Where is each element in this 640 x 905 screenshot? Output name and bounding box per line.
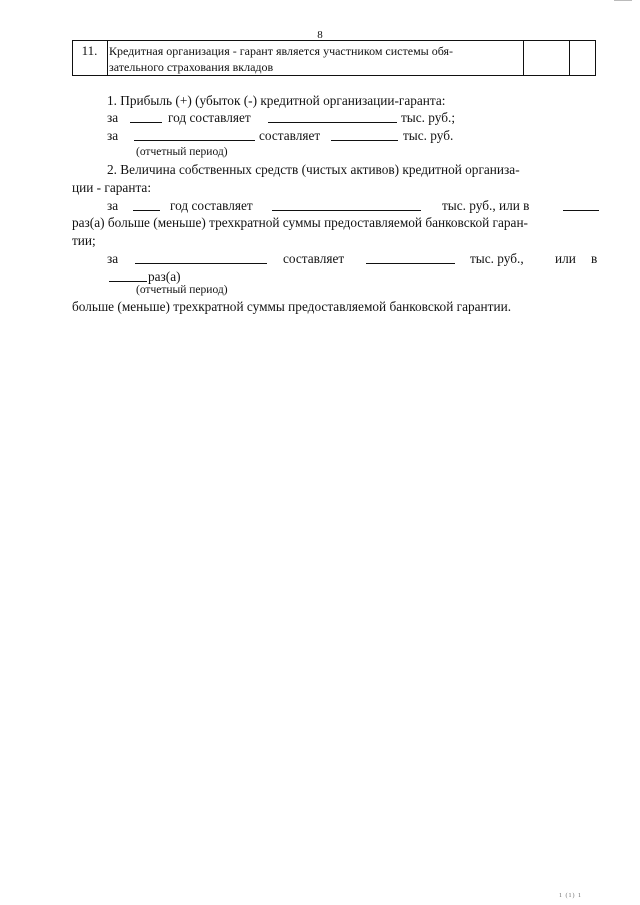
s2-za: за xyxy=(107,198,119,213)
section-2-heading-line-1: 2. Величина собственных средств (чистых активов) кредитной организа- xyxy=(107,162,520,177)
s1-za: за xyxy=(107,110,119,125)
amount-blank[interactable] xyxy=(268,122,397,123)
row-text-line-1: Кредитная организация - гарант является участником системы обя- xyxy=(109,44,454,58)
column-divider xyxy=(107,41,108,75)
criteria-table-row xyxy=(72,40,596,76)
page-number: 8 xyxy=(317,29,323,41)
footer-mark: 1 (1) 1 xyxy=(559,893,582,899)
s2-raz-a: раз(а) xyxy=(148,269,181,284)
s1-unit-2: тыс. руб. xyxy=(403,128,454,143)
s2-final-line: больше (меньше) трехкратной суммы предоставляемой банковской гарантии. xyxy=(72,299,512,314)
s2-raz-line: раз(а) больше (меньше) трехкратной суммы предоставляемой банковской гаран- xyxy=(72,215,528,230)
s2-unit: тыс. руб., xyxy=(470,251,524,266)
s2-tii: тии; xyxy=(72,233,96,248)
s2-god-sostavlyaet: год составляет xyxy=(170,198,253,213)
s2-za-2: за xyxy=(107,251,119,266)
multiplier-blank[interactable] xyxy=(109,281,147,282)
multiplier-blank[interactable] xyxy=(563,210,599,211)
row-number: 11. xyxy=(81,43,98,58)
s2-v: в xyxy=(591,251,598,266)
s1-period-caption: (отчетный период) xyxy=(136,146,228,158)
scan-corner-mark xyxy=(614,0,632,4)
year-blank[interactable] xyxy=(130,122,162,123)
row-text xyxy=(109,43,487,75)
s2-sostavlyaet: составляет xyxy=(283,251,345,266)
section-2-heading-line-2: ции - гаранта: xyxy=(72,180,152,195)
s1-za-2: за xyxy=(107,128,119,143)
period-blank[interactable] xyxy=(134,140,255,141)
amount-blank[interactable] xyxy=(366,263,455,264)
section-1-heading: 1. Прибыль (+) (убыток (-) кредитной организации-гаранта: xyxy=(107,93,446,108)
s2-period-caption: (отчетный период) xyxy=(136,284,228,296)
column-divider xyxy=(523,41,524,75)
year-blank[interactable] xyxy=(133,210,160,211)
s2-ili: или xyxy=(555,251,576,266)
period-blank[interactable] xyxy=(135,263,267,264)
amount-blank[interactable] xyxy=(272,210,421,211)
s1-sostavlyaet: составляет xyxy=(259,128,321,143)
s1-unit: тыс. руб.; xyxy=(401,110,456,125)
amount-blank[interactable] xyxy=(331,140,398,141)
row-text-line-2: зательного страхования вкладов xyxy=(109,60,274,74)
s1-god-sostavlyaet: год составляет xyxy=(168,110,251,125)
column-divider xyxy=(569,41,570,75)
s2-unit-ili-v: тыс. руб., или в xyxy=(442,198,530,213)
